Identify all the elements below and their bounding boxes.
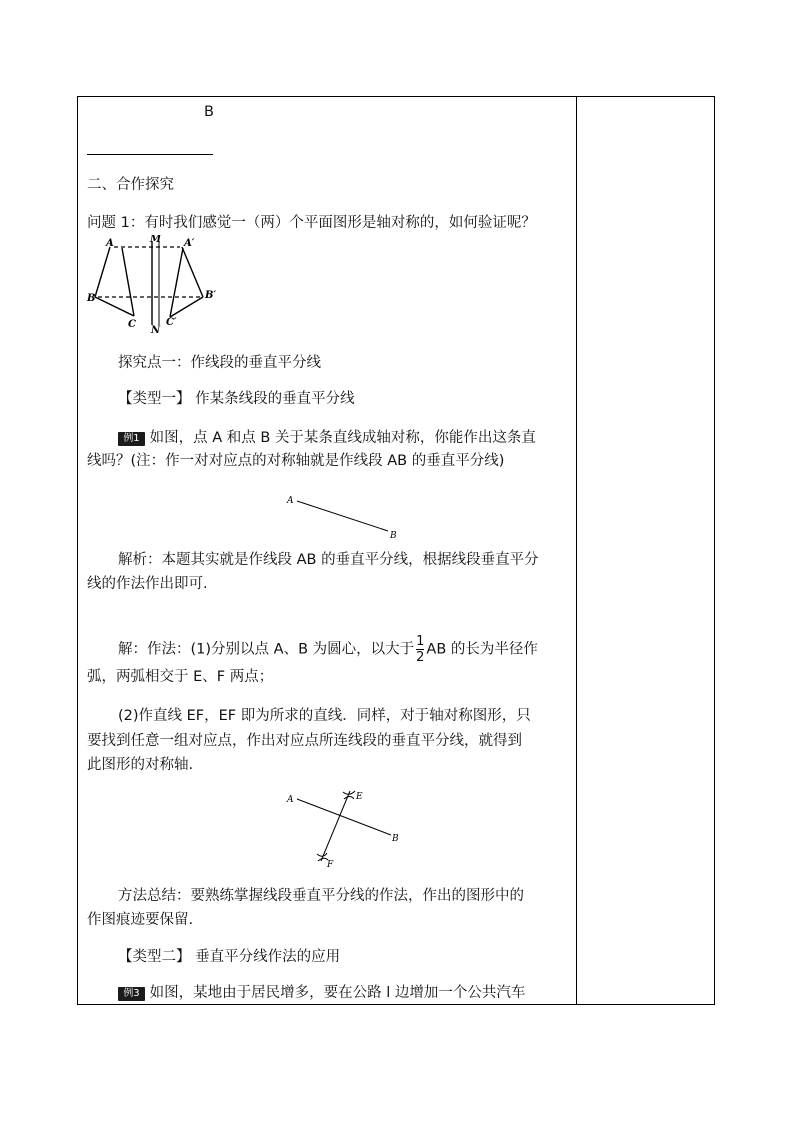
lesson-table: [77, 96, 715, 1005]
section-title: 二、合作探究: [87, 177, 174, 193]
fig2-label-a: A: [287, 496, 294, 506]
analysis-line-1: 解析：本题其实就是作线段 AB 的垂直平分线，根据线段垂直平分: [118, 552, 539, 568]
example-1-line-2: 线吗？(注：作一对对应点的对称轴就是作线段 AB 的垂直平分线): [87, 453, 505, 469]
fig1-label-c-prime: C′: [166, 317, 177, 328]
fig2-label-b: B: [390, 531, 397, 541]
blank-underline: [87, 154, 213, 155]
solution-line-1: 解：作法：(1)分别以点 A、B 为圆心，以大于 $\frac{1}{2}$ AB 的长为半径作: [118, 634, 538, 665]
fig3-label-e: E: [356, 792, 363, 802]
perpendicular-bisector-figure: [283, 783, 413, 873]
explore-point-1: 探究点一：作线段的垂直平分线: [118, 355, 321, 371]
solution-line-2: 弧，两弧相交于 E、F 两点；: [87, 669, 274, 685]
summary-line-1: 方法总结：要熟练掌握线段垂直平分线的作法，作出的图形中的: [118, 888, 524, 904]
fraction-one-half: $\frac{1}{2}$: [416, 634, 425, 665]
symmetry-figure: [84, 235, 219, 333]
fig1-label-m: M: [150, 235, 162, 245]
fig1-label-a: A: [106, 238, 114, 249]
analysis-line-2: 线的作法作出即可.: [87, 576, 208, 592]
step-2-line-2: 要找到任意一组对应点，作出对应点所连线段的垂直平分线，就得到: [87, 733, 522, 749]
summary-line-2: 作图痕迹要保留.: [87, 912, 194, 928]
step-2-line-1: (2)作直线 EF，EF 即为所求的直线．同样，对于轴对称图形，只: [118, 708, 531, 724]
example-1-line-1: 例1 如图，点 A 和点 B 关于某条直线成轴对称，你能作出这条直: [118, 428, 536, 448]
fig1-label-b: B: [87, 293, 96, 304]
example-1-badge: 例1: [118, 432, 145, 446]
type-2-heading: 【类型二】 垂直平分线作法的应用: [118, 949, 341, 965]
fig1-label-a-prime: A′: [184, 238, 195, 249]
top-label: B: [204, 104, 214, 120]
segment-ab-figure: [283, 491, 403, 541]
table-column-divider: [576, 97, 577, 1004]
fig3-label-a: A: [287, 795, 294, 805]
fig1-label-b-prime: B′: [205, 290, 217, 301]
example-3-badge: 例3: [118, 987, 145, 1001]
fig1-label-c: C: [128, 319, 136, 330]
type-1-heading: 【类型一】 作某条线段的垂直平分线: [118, 391, 355, 407]
fig3-label-f: F: [327, 860, 334, 870]
fig3-label-b: B: [392, 834, 399, 844]
step-2-line-3: 此图形的对称轴.: [87, 757, 194, 773]
problem-1: 问题 1：有时我们感觉一（两）个平面图形是轴对称的，如何验证呢？: [87, 215, 536, 231]
example-3-line-1: 例3 如图，某地由于居民增多，要在公路 l 边增加一个公共汽车: [118, 983, 525, 1003]
fig1-label-n: N: [151, 325, 161, 333]
